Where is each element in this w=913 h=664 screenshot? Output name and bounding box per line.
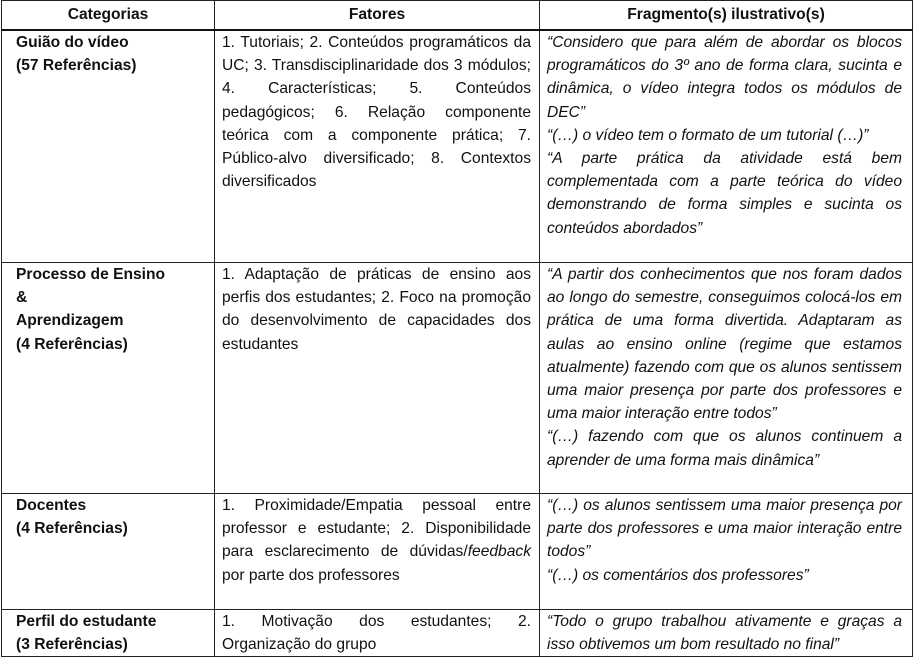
- category-references: (57 Referências): [16, 57, 137, 75]
- factors-cell: 1. Adaptação de práticas de ensino aos perfis dos estudantes; 2. Foco na promoção do desenvolvimento de capacidades dos estudantes: [215, 263, 540, 494]
- factors-text: 1. Proximidade/Empatia pessoal entre professor e estudante; 2. Disponibilidade para esclarecimento de dúvidas/: [222, 497, 531, 561]
- category-name: Perfil do estudante: [16, 613, 157, 630]
- categories-table: [1, 0, 913, 657]
- fragment-quote: “(…) fazendo com que os alunos continuem a aprender de uma forma mais dinâmica”: [547, 428, 902, 469]
- fragments-cell: [540, 30, 913, 263]
- header-fragmentos: Fragmento(s) ilustrativo(s): [540, 1, 913, 31]
- factors-text-end: por parte dos professores: [222, 566, 400, 584]
- category-cell: [2, 494, 215, 610]
- fragment-quote: “(…) o vídeo tem o formato de um tutorial (…)”: [547, 126, 869, 144]
- table-row: [2, 30, 913, 263]
- factors-cell: 1. Motivação dos estudantes; 2. Organização do grupo: [215, 610, 540, 657]
- table-row: [2, 610, 913, 657]
- fragment-quote: “(…) os alunos sentissem uma maior presença por parte dos professores e uma maior interação entre todos”: [547, 497, 902, 561]
- category-name-ampersand: &: [16, 289, 28, 307]
- header-fatores: Fatores: [215, 1, 540, 31]
- table-row: [2, 263, 913, 494]
- category-references: (4 Referências): [16, 520, 128, 538]
- factors-cell: 1. Tutoriais; 2. Conteúdos programáticos da UC; 3. Transdisciplinaridade dos 3 módulos; 4. Características; 5. Conteúdos pedagógicos; 6. Relação componente teórica com a componente prática; 7. Público-alvo diversificado; 8. Contextos diversificados: [215, 30, 540, 263]
- header-categorias: Categorias: [2, 1, 215, 31]
- table-row: [2, 494, 913, 610]
- category-references: (4 Referências): [16, 335, 128, 353]
- category-name: Guião do vídeo: [16, 34, 129, 51]
- fragment-quote: “(…) os comentários dos professores”: [547, 566, 809, 584]
- category-name-cont: Aprendizagem: [16, 312, 124, 330]
- header-row: [2, 1, 913, 31]
- category-cell: [2, 30, 215, 263]
- fragments-cell: [540, 610, 913, 657]
- fragments-cell: [540, 494, 913, 610]
- category-cell: [2, 610, 215, 657]
- fragment-quote: “A parte prática da atividade está bem complementada com a parte teórica do vídeo demonstrando de forma simples e sucinta os conteúdos abordados”: [547, 150, 902, 237]
- category-cell: [2, 263, 215, 494]
- fragment-quote: “Todo o grupo trabalhou ativamente e graças a isso obtivemos um bom resultado no final”: [547, 613, 902, 654]
- factors-text-italic: feedback: [467, 543, 531, 561]
- fragment-quote: “A partir dos conhecimentos que nos foram dados ao longo do semestre, conseguimos colocá-los em prática de uma forma divertida. Adaptaram as aulas ao ensino online (regime que estamos atualmente) fazendo com que os alunos sentissem uma maior presença por parte dos professores e uma maior interação entre todos”: [547, 266, 902, 423]
- fragments-cell: [540, 263, 913, 494]
- category-references: (3 Referências): [16, 636, 128, 654]
- factors-cell: [215, 494, 540, 610]
- fragment-quote: “Considero que para além de abordar os blocos programáticos do 3º ano de forma clara, sucinta e dinâmica, o vídeo integra todos os módulos de DEC”: [547, 34, 902, 121]
- category-name: Processo de Ensino: [16, 266, 166, 283]
- category-name: Docentes: [16, 497, 87, 514]
